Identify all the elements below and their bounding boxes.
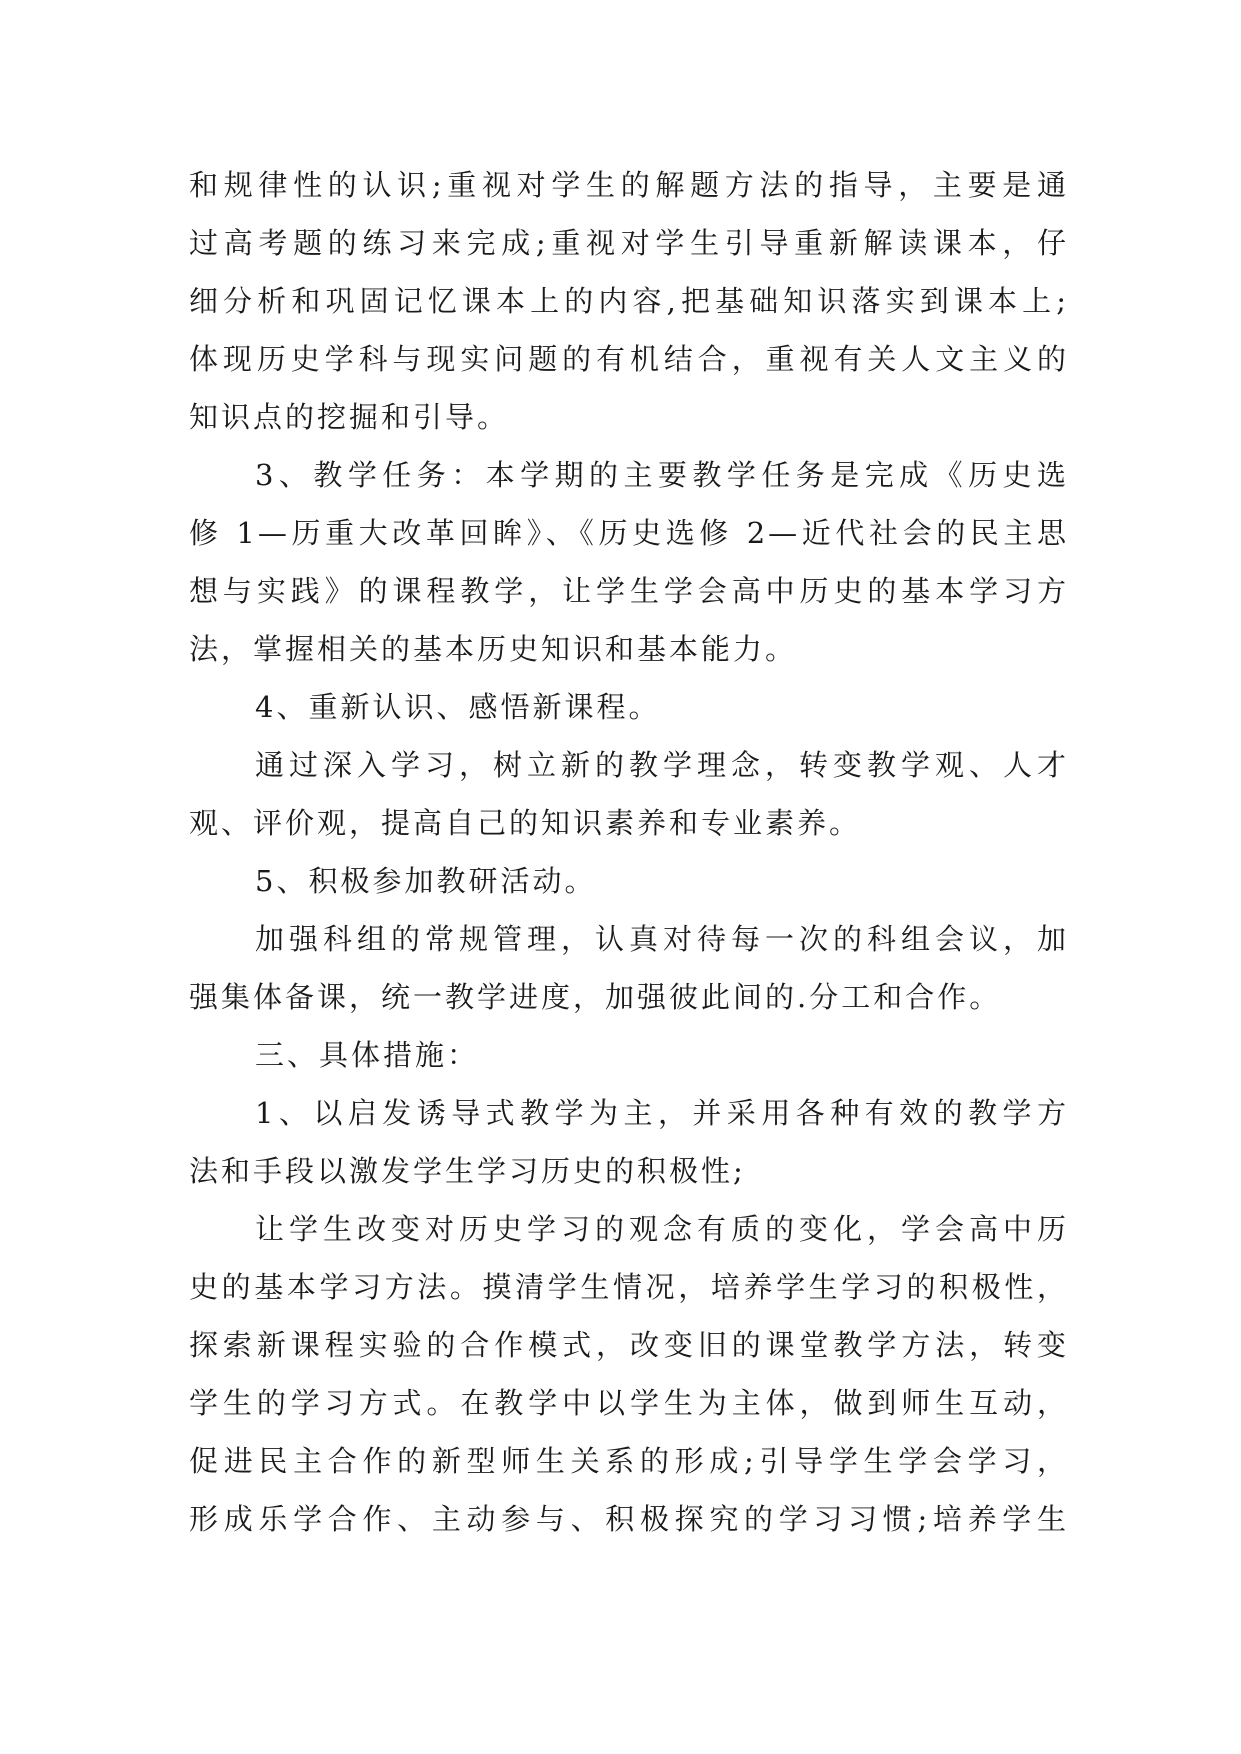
text-line: 三、具体措施： <box>255 1038 480 1072</box>
text-line: 过高考题的练习来完成;重视对学生引导重新解读课本，仔 <box>189 226 1069 260</box>
text-line: 让学生改变对历史学习的观念有质的变化，学会高中历 <box>255 1212 1069 1246</box>
text-line: 强集体备课，统一教学进度，加强彼此间的.分工和合作。 <box>189 980 1002 1014</box>
text-line: 学生的学习方式。在教学中以学生为主体，做到师生互动， <box>189 1386 1069 1420</box>
text-line: 史的基本学习方法。摸清学生情况，培养学生学习的积极性， <box>189 1270 1069 1304</box>
text-line: 促进民主合作的新型师生关系的形成;引导学生学会学习， <box>189 1444 1069 1478</box>
text-line: 5、积极参加教研活动。 <box>255 864 597 898</box>
body-text <box>189 156 1069 1548</box>
text-line: 4、重新认识、感悟新课程。 <box>255 690 661 724</box>
text-line: 想与实践》的课程教学，让学生学会高中历史的基本学习方 <box>189 574 1069 608</box>
text-line: 通过深入学习，树立新的教学理念，转变教学观、人才 <box>255 748 1069 782</box>
text-line: 体现历史学科与现实问题的有机结合，重视有关人文主义的 <box>189 342 1069 376</box>
text-line: 修 1—历重大改革回眸》、《历史选修 2—近代社会的民主思 <box>189 516 1069 550</box>
text-line: 法，掌握相关的基本历史知识和基本能力。 <box>189 632 798 666</box>
text-line: 和规律性的认识;重视对学生的解题方法的指导，主要是通 <box>189 168 1069 202</box>
text-line: 3、教学任务：本学期的主要教学任务是完成《历史选 <box>255 458 1069 492</box>
text-line: 1、以启发诱导式教学为主，并采用各种有效的教学方 <box>255 1096 1069 1130</box>
text-line: 知识点的挖掘和引导。 <box>189 400 510 434</box>
text-line: 探索新课程实验的合作模式，改变旧的课堂教学方法，转变 <box>189 1328 1069 1362</box>
text-line: 观、评价观，提高自己的知识素养和专业素养。 <box>189 806 862 840</box>
text-line: 法和手段以激发学生学习历史的积极性; <box>189 1154 746 1188</box>
text-line: 加强科组的常规管理，认真对待每一次的科组会议，加 <box>255 922 1069 956</box>
text-line: 形成乐学合作、主动参与、积极探究的学习习惯;培养学生 <box>189 1502 1069 1536</box>
text-line: 细分析和巩固记忆课本上的内容,把基础知识落实到课本上; <box>189 284 1069 318</box>
